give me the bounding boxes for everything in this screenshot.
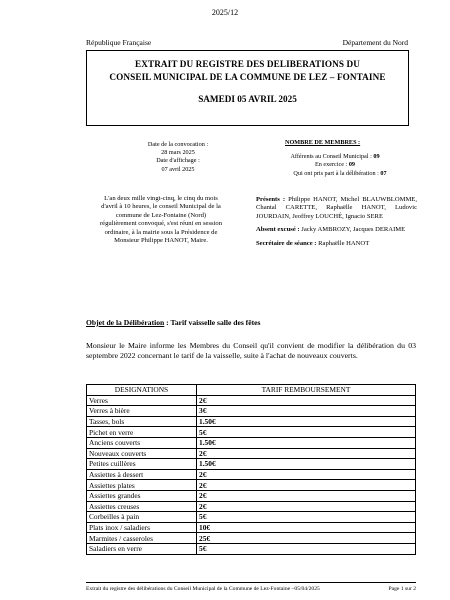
item-price: 2€ xyxy=(197,469,416,480)
item-price: 2€ xyxy=(197,395,416,406)
item-designation: Assiettes creuses xyxy=(87,501,197,512)
item-designation: Plats inox / saladiers xyxy=(87,522,197,533)
column-tarif: TARIF REMBOURSEMENT xyxy=(197,385,416,396)
item-price: 2€ xyxy=(197,448,416,459)
members-afferents: Afférents au Conseil Municipal : 09 xyxy=(290,153,380,161)
table-row xyxy=(87,459,416,470)
deliberation-subject: Objet de la Délibération : Tarif vaisselle salle des fêtes xyxy=(86,318,261,327)
item-price: 5€ xyxy=(197,543,416,554)
column-designations: DESIGNATIONS xyxy=(87,385,197,396)
table-row xyxy=(87,522,416,533)
item-designation: Nouveaux couverts xyxy=(87,448,197,459)
item-designation: Verres xyxy=(87,395,197,406)
absent-list: Absent excusé : Jacky AMBROZY, Jacques DERAIME xyxy=(256,226,406,234)
footer xyxy=(86,586,416,592)
table-row xyxy=(87,490,416,501)
item-price: 2€ xyxy=(197,480,416,491)
table-row xyxy=(87,533,416,544)
header-departement: Département du Nord xyxy=(342,38,408,47)
table-row xyxy=(87,395,416,406)
attendance xyxy=(256,196,417,253)
affichage-label: Date d'affichage : xyxy=(156,157,200,165)
item-price: 1.50€ xyxy=(197,437,416,448)
table-row xyxy=(87,427,416,438)
item-designation: Marmites / casseroles xyxy=(87,533,197,544)
title-box xyxy=(86,50,409,126)
item-price: 1.50€ xyxy=(197,416,416,427)
table-row xyxy=(87,437,416,448)
item-designation: Assiettes à dessert xyxy=(87,469,197,480)
convocation-date: 28 mars 2025 xyxy=(161,149,195,157)
item-price: 1.50€ xyxy=(197,459,416,470)
table-row xyxy=(87,448,416,459)
footer-text: Extrait du registre des délibérations du Conseil Municipal de la Commune de Lez-Fontaine –05/04/2025 xyxy=(86,586,320,592)
convocation-info xyxy=(128,141,228,174)
item-designation: Anciens couverts xyxy=(87,437,197,448)
item-designation: Assiettes plates xyxy=(87,480,197,491)
tariff-table xyxy=(86,384,416,555)
item-designation: Corbeilles à pain xyxy=(87,512,197,523)
page-number: Page 1 sur 2 xyxy=(388,586,416,592)
members-count xyxy=(285,139,415,178)
table-row xyxy=(87,512,416,523)
table-header-row xyxy=(87,385,416,396)
table-row xyxy=(87,406,416,417)
table-row xyxy=(87,416,416,427)
table-row xyxy=(87,480,416,491)
secretary: Secrétaire de séance : Raphaëlle HANOT xyxy=(256,239,370,247)
item-designation: Tasses, bols xyxy=(87,416,197,427)
item-price: 2€ xyxy=(197,490,416,501)
item-price: 5€ xyxy=(197,427,416,438)
members-exercice: En exercice : 09 xyxy=(314,161,356,169)
present-list: Présents : Philippe HANOT, Michel BLAUWBLOMME, Chantal CARETTE, Raphaëlle HANOT, Ludovic JOURDAIN, Jeoffrey LOUCHÉ, Ignacio SERE xyxy=(256,196,417,220)
table-row xyxy=(87,469,416,480)
convocation-label: Date de la convocation : xyxy=(147,141,209,148)
document-reference: 2025/12 xyxy=(211,8,239,17)
footer-divider xyxy=(86,582,416,583)
members-pris-part: Qui ont pris part à la délibération : 07 xyxy=(293,169,387,177)
item-price: 3€ xyxy=(197,406,416,417)
item-designation: Assiettes grandes xyxy=(87,490,197,501)
title-line-2: CONSEIL MUNICIPAL DE LA COMMUNE DE LEZ – FONTAINE xyxy=(109,72,386,82)
table-row xyxy=(87,501,416,512)
item-price: 5€ xyxy=(197,512,416,523)
members-title: NOMBRE DE MEMBRES : xyxy=(285,139,361,146)
item-designation: Verres à bière xyxy=(87,406,197,417)
table-row xyxy=(87,543,416,554)
deliberation-text: Monsieur le Maire informe les Membres du Conseil qu'il convient de modifier la délibération du 03 septembre 2022 concernant le tarif de la vaisselle, suite à l'achat de nouveaux couverts. xyxy=(86,341,416,360)
item-price: 25€ xyxy=(197,533,416,544)
item-price: 2€ xyxy=(197,501,416,512)
affichage-date: 07 avril 2025 xyxy=(161,165,195,173)
item-designation: Petites cuillères xyxy=(87,459,197,470)
session-intro: L'an deux mille vingt-cinq, le cinq du mois d'avril à 10 heures, le conseil Municipal de la commune de Lez-Fontaine (Nord) régulièrement convoqué, s'est réuni en session ordinaire, à la mairie sous la Présidence de Monsieur Philippe HANOT, Maire. xyxy=(99,195,223,245)
item-price: 10€ xyxy=(197,522,416,533)
session-date: SAMEDI 05 AVRIL 2025 xyxy=(198,94,297,104)
item-designation: Pichet en verre xyxy=(87,427,197,438)
item-designation: Saladiers en verre xyxy=(87,543,197,554)
header-republique: République Française xyxy=(86,38,152,47)
title-line-1: EXTRAIT DU REGISTRE DES DELIBERATIONS DU xyxy=(135,59,360,69)
